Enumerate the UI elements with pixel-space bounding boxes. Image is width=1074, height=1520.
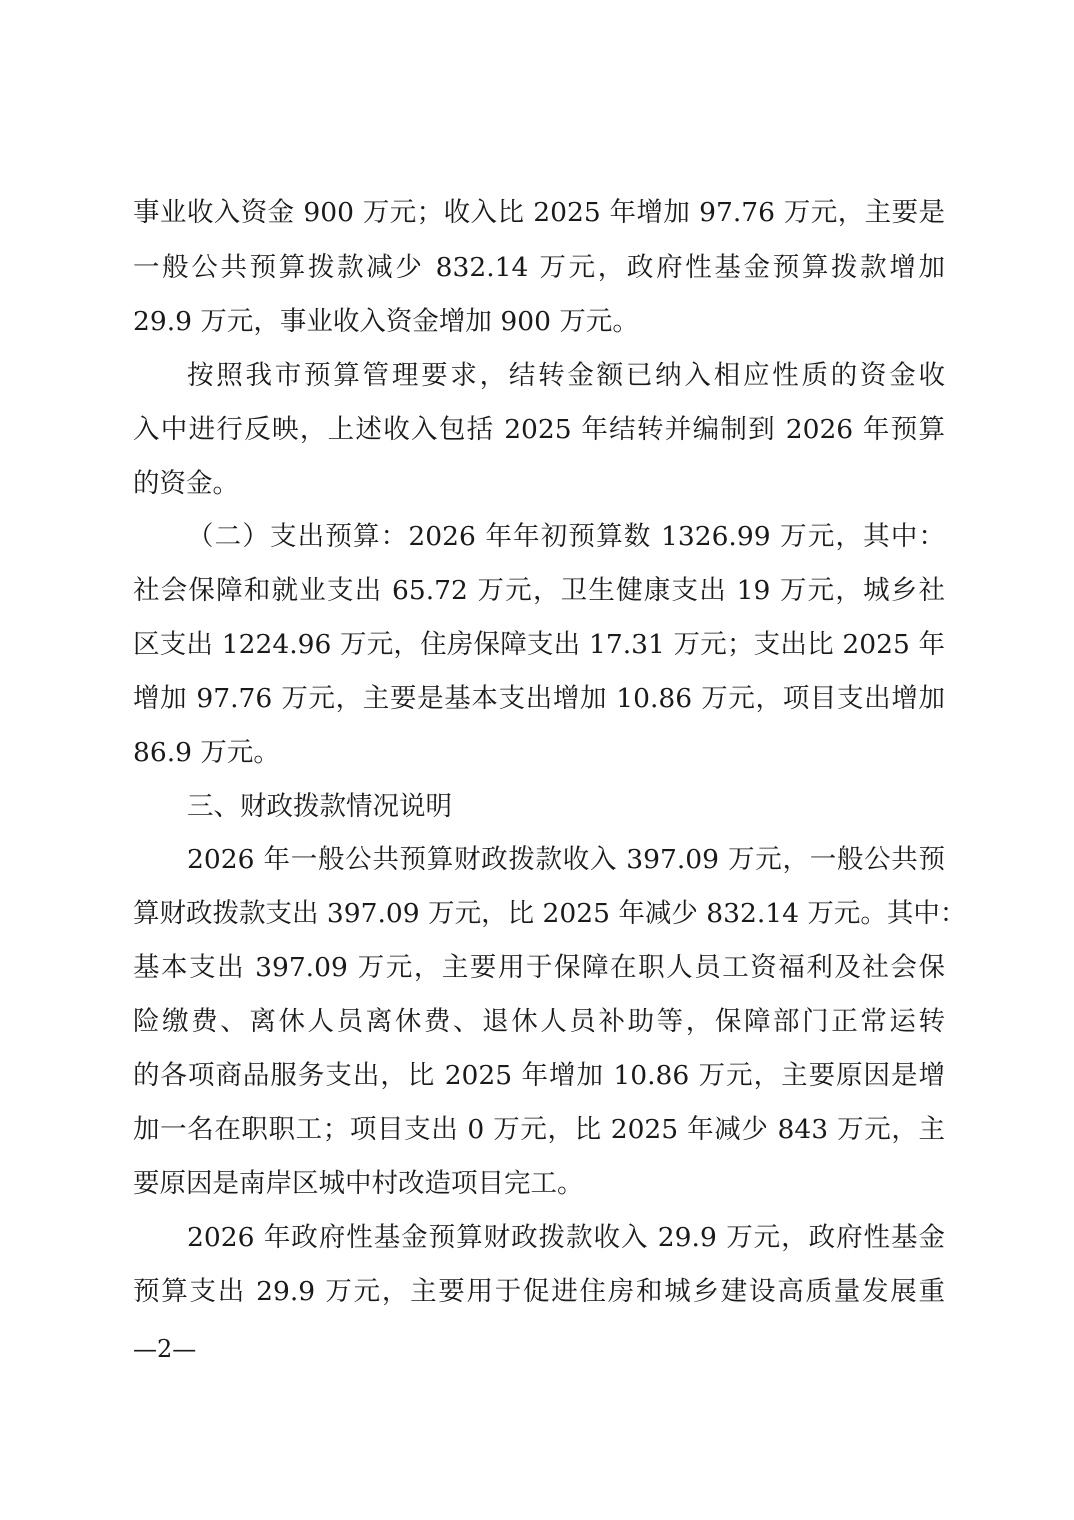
body-line: 算财政拨款支出 397.09 万元，比 2025 年减少 832.14 万元。其中：: [133, 898, 967, 929]
body-line: 的资金。: [133, 468, 239, 499]
body-line: 社会保障和就业支出 65.72 万元，卫生健康支出 19 万元，城乡社: [133, 575, 945, 606]
page-number: —2—: [133, 1335, 197, 1363]
body-line: 要原因是南岸区城中村改造项目完工。: [133, 1168, 584, 1199]
body-line: 的各项商品服务支出，比 2025 年增加 10.86 万元，主要原因是增: [133, 1060, 945, 1091]
body-line: 加一名在职职工；项目支出 0 万元，比 2025 年减少 843 万元，主: [133, 1114, 945, 1145]
body-line: 86.9 万元。: [133, 737, 280, 768]
body-line: 预算支出 29.9 万元，主要用于促进住房和城乡建设高质量发展重: [133, 1276, 945, 1307]
body-text: 2026 年年初预算数 1326.99 万元，其中：: [408, 521, 946, 552]
body-line: 基本支出 397.09 万元，主要用于保障在职人员工资福利及社会保: [133, 952, 945, 983]
body-line: 2026 年一般公共预算财政拨款收入 397.09 万元，一般公共预: [187, 844, 945, 875]
body-line: 增加 97.76 万元，主要是基本支出增加 10.86 万元，项目支出增加: [133, 683, 945, 714]
body-line: 2026 年政府性基金预算财政拨款收入 29.9 万元，政府性基金: [187, 1222, 945, 1253]
body-line: 事业收入资金 900 万元；收入比 2025 年增加 97.76 万元，主要是: [133, 197, 945, 228]
body-line: 按照我市预算管理要求，结转金额已纳入相应性质的资金收: [187, 360, 945, 391]
body-line: 区支出 1224.96 万元，住房保障支出 17.31 万元；支出比 2025 年: [133, 629, 945, 660]
subsection-heading: （二）支出预算：: [187, 521, 409, 552]
body-line: 险缴费、离休人员离休费、退休人员补助等，保障部门正常运转: [133, 1006, 945, 1037]
body-line: 一般公共预算拨款减少 832.14 万元，政府性基金预算拨款增加: [133, 252, 945, 283]
body-line: 29.9 万元，事业收入资金增加 900 万元。: [133, 306, 639, 337]
section-heading: 三、财政拨款情况说明: [187, 791, 452, 822]
body-line: [187, 517, 945, 557]
body-line: 入中进行反映，上述收入包括 2025 年结转并编制到 2026 年预算: [133, 414, 945, 445]
